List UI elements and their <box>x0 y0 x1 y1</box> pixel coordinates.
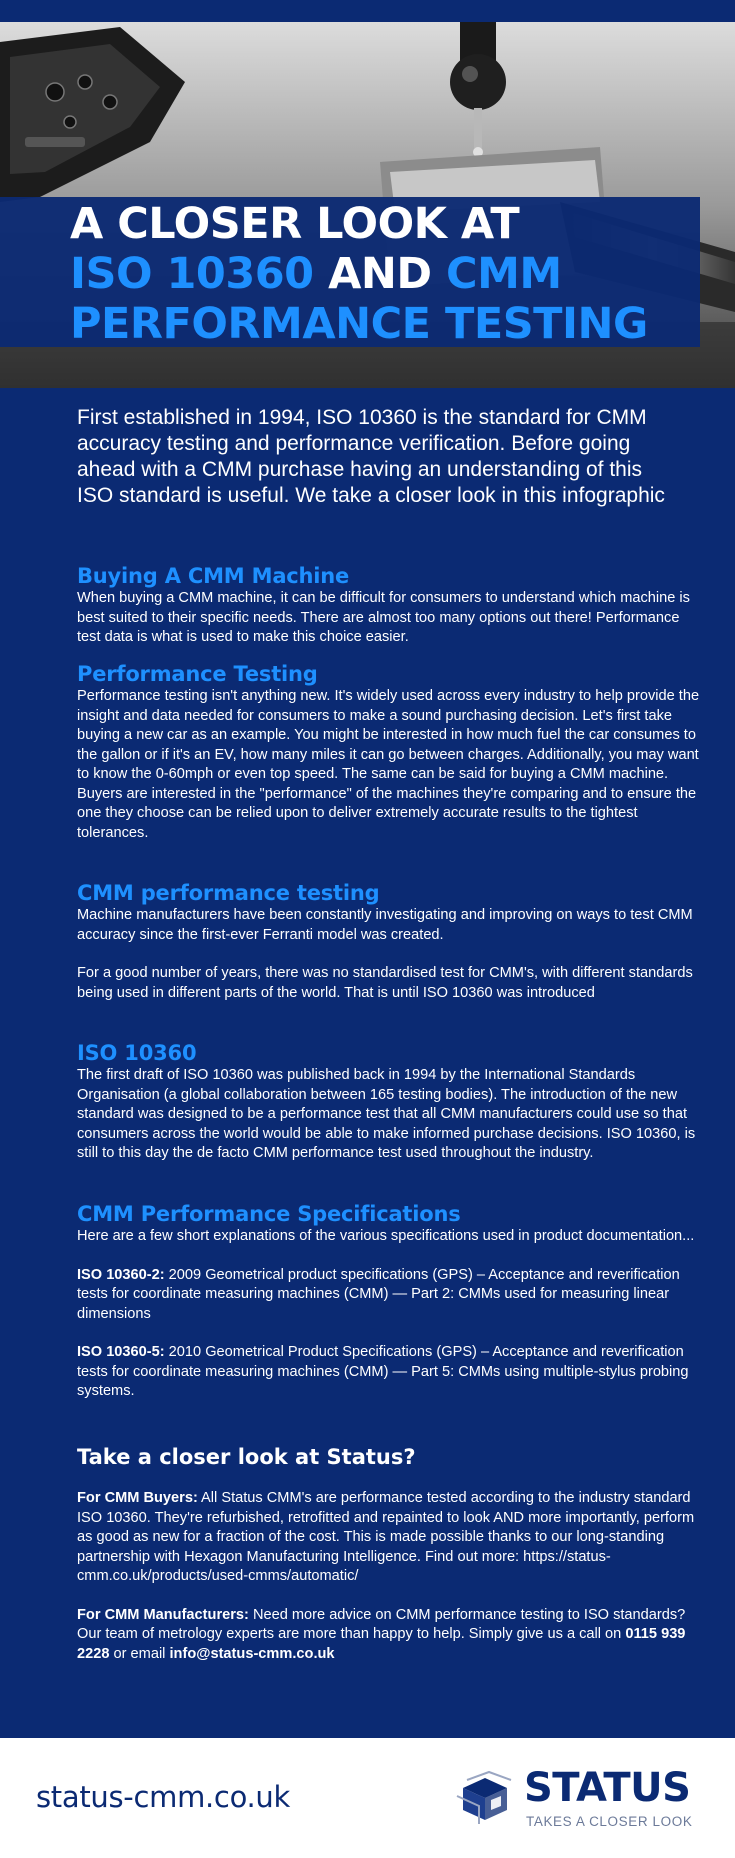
spec-iso-10360-5 <box>77 1343 707 1402</box>
status-logo-tagline: TAKES A CLOSER LOOK <box>526 1814 693 1829</box>
email-address: info@status-cmm.co.uk <box>169 1645 335 1662</box>
spec-text: 2009 Geometrical product specifications (GPS) – Acceptance and reverification tests for coordinate measuring machines (CMM) — Part 2: CMMs used for measuring linear dimensions <box>77 1266 680 1322</box>
manufacturers-paragraph <box>77 1606 707 1665</box>
buyers-label: For CMM Buyers: <box>77 1490 198 1506</box>
title-line-1: A CLOSER LOOK AT <box>70 199 520 249</box>
section-body-1: Machine manufacturers have been constantly investigating and improving on ways to test CMM accuracy since the first-ever Ferranti model was created. <box>77 907 693 943</box>
section-heading: CMM performance testing <box>77 881 380 905</box>
status-logo-wordmark: STATUS <box>524 1765 691 1811</box>
manufacturers-label: For CMM Manufacturers: <box>77 1606 249 1623</box>
section-heading: Take a closer look at Status? <box>77 1445 416 1469</box>
footer <box>0 1738 735 1858</box>
spec-iso-10360-2 <box>77 1266 707 1325</box>
title-and: AND <box>328 249 432 299</box>
phone-number: 0115 939 2228 <box>77 1626 686 1662</box>
spec-label: ISO 10360-2: <box>77 1266 165 1283</box>
section-body: When buying a CMM machine, it can be difficult for consumers to understand which machine is best suited to their specific needs. There are almost too many options out there! Performance test data is what is used to make this choice easier. <box>77 590 690 645</box>
section-buying <box>77 563 707 648</box>
or-email-text: or email <box>109 1645 170 1662</box>
section-heading: Buying A CMM Machine <box>77 564 350 588</box>
manufacturers-text: Need more advice on CMM performance testing to ISO standards? Our team of metrology experts are more than happy to help. Simply give us a call on <box>77 1606 686 1642</box>
section-body-2: For a good number of years, there was no standardised test for CMM's, with different standards being used in different parts of the world. That is until ISO 10360 was introduced <box>77 965 693 1001</box>
buyers-text: All Status CMM's are performance tested according to the industry standard ISO 10360. They're refurbished, retrofitted and repainted to look AND more importantly, perform as good as new for a fraction of the cost. This is made possible thanks to our long-standing partnership with Hexagon Manufacturing Intelligence. Find out more: https://status-cmm.co.uk/products/used-cmms/automatic/ <box>77 1490 695 1584</box>
section-cmm-testing <box>77 880 707 1003</box>
title-cmm-highlight: CMM <box>446 249 562 299</box>
spec-label: ISO 10360-5: <box>77 1344 165 1360</box>
section-specifications <box>77 1201 707 1402</box>
section-heading: ISO 10360 <box>77 1041 197 1065</box>
intro-paragraph: First established in 1994, ISO 10360 is the standard for CMM accuracy testing and performance verification. Before going ahead with a CMM purchase having an understanding of this ISO standard is useful. We take a closer look in this infographic <box>77 406 665 507</box>
title-iso-highlight: ISO 10360 <box>70 249 314 299</box>
title-line-2 <box>70 250 562 298</box>
hero-banner <box>0 0 735 388</box>
section-status <box>77 1444 707 1664</box>
footer-website-link[interactable]: status-cmm.co.uk <box>36 1780 291 1814</box>
title-line-3: PERFORMANCE TESTING <box>70 299 648 349</box>
specs-intro: Here are a few short explanations of the various specifications used in product documentation... <box>77 1228 695 1244</box>
section-heading: Performance Testing <box>77 662 318 686</box>
section-heading: CMM Performance Specifications <box>77 1202 461 1226</box>
section-body: Performance testing isn't anything new. It's widely used across every industry to help provide the insight and data needed for consumers to make a sound purchasing decision. Let's first take buying a new car as an example. You might be interested in how much fuel the car consumes to the gallon or if it's an EV, how many miles it can go between charges. Additionally, you may want to know the 0-60mph or even top speed. The same can be said for buying a CMM machine. Buyers are interested in the "performance" of the machines they're comparing and to ensure the one they choose can be relied upon to deliver extremely accurate results to the tightest tolerances. <box>77 688 700 841</box>
spec-text: 2010 Geometrical Product Specifications (GPS) – Acceptance and reverification tests for coordinate measuring machines (CMM) — Part 5: CMMs using multiple-stylus probing systems. <box>77 1344 689 1399</box>
buyers-paragraph <box>77 1489 707 1587</box>
section-body: The first draft of ISO 10360 was published back in 1994 by the International Standards Organisation (a global collaboration between 165 testing bodies). The introduction of the new standard was designed to be a performance test that all CMM manufacturers could use so that consumers across the world would be able to make informed purchase decisions. ISO 10360, is still to this day the de facto CMM performance test used throughout the industry. <box>77 1067 696 1161</box>
section-performance-testing <box>77 661 707 843</box>
section-iso-10360 <box>77 1040 707 1164</box>
status-logo-icon <box>455 1770 517 1826</box>
